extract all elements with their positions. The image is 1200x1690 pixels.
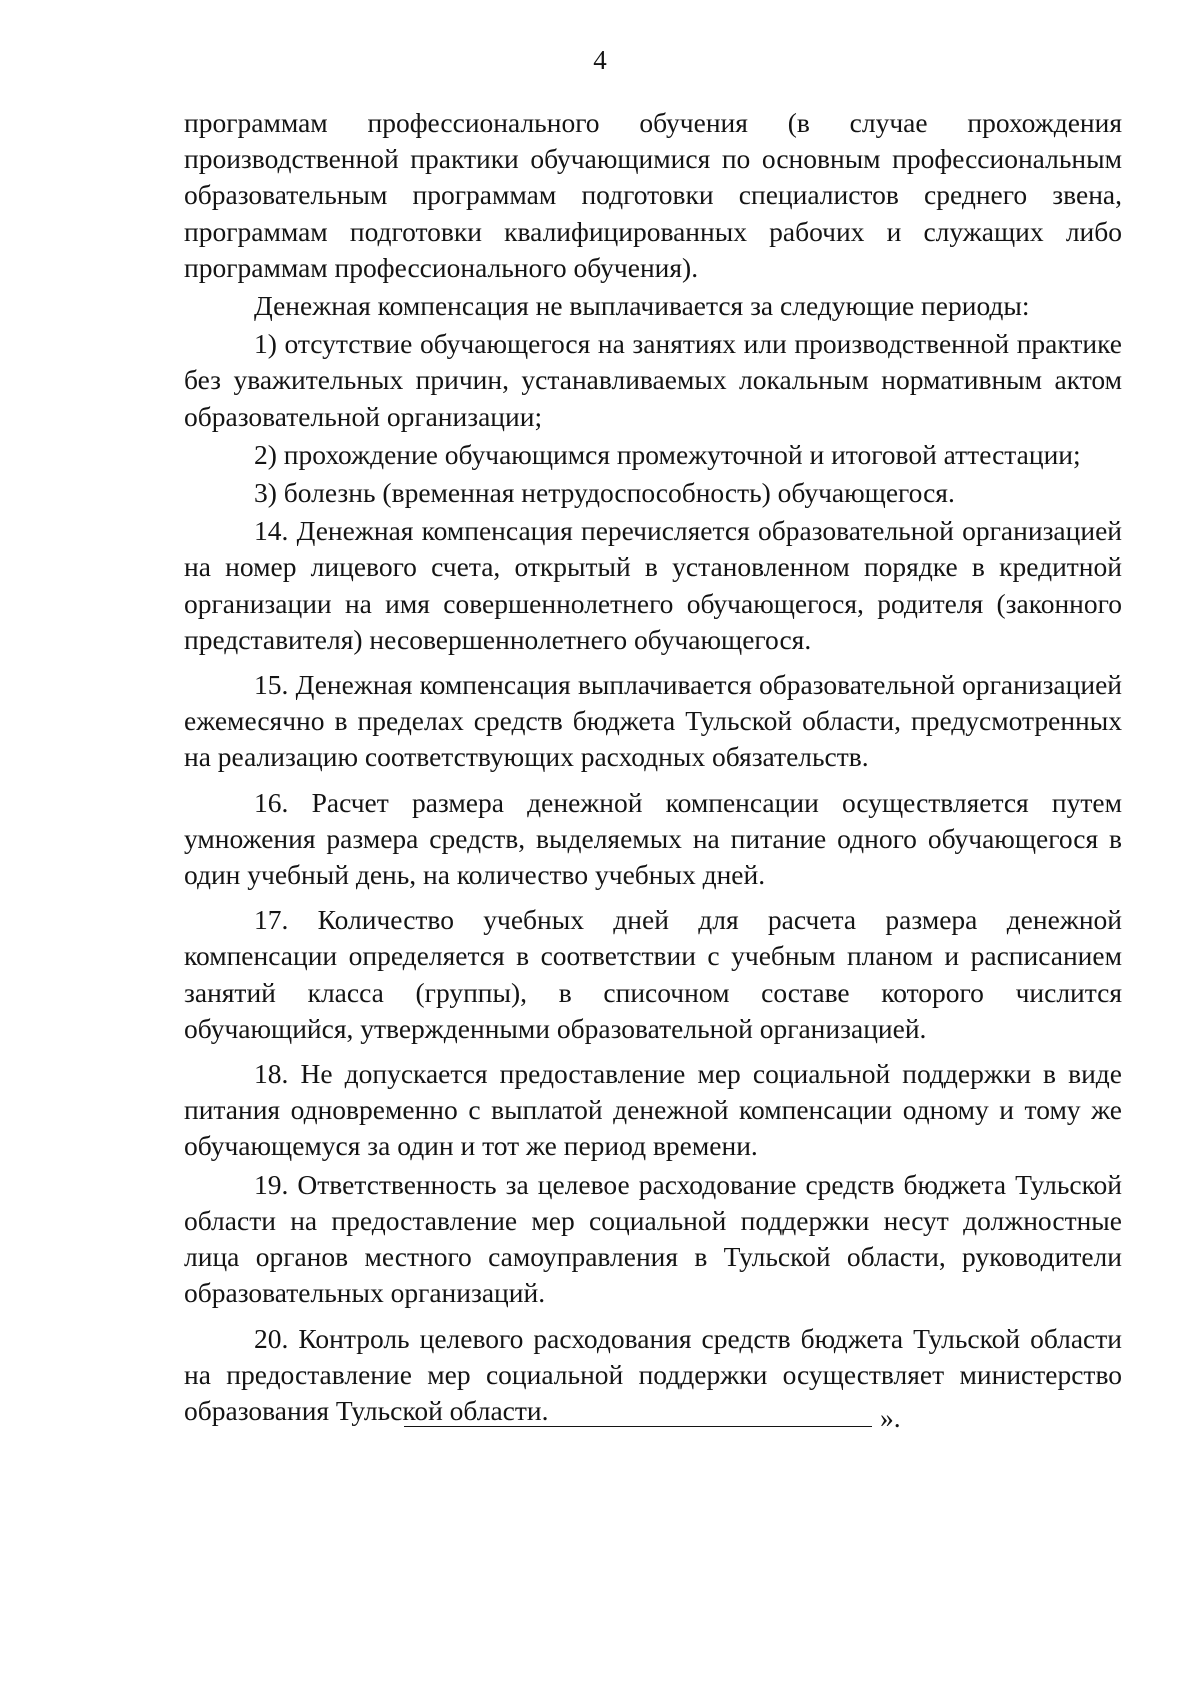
paragraph-continuation: программам профессионального обучения (в случае прохождения производственной практики обучающимися по основным профессиональным образовательным программам подготовки специалистов среднего звена, программам подготовки квалифицированных рабочих и служащих либо программам профессионального обучения). — [184, 107, 1122, 283]
paragraph-non-payment-periods: Денежная компенсация не выплачивается за следующие периоды: — [254, 290, 1030, 322]
closing-block — [404, 1396, 924, 1436]
clause-19: 19. Ответственность за целевое расходование средств бюджета Тульской области на предоставление мер социальной поддержки несут должностные лица органов местного самоуправления в Тульской области, руководители образовательных организаций. — [184, 1168, 1122, 1309]
clause-18: 18. Не допускается предоставление мер социальной поддержки в виде питания одновременно с выплатой денежной компенсации одному и тому же обучающемуся за один и тот же период времени. — [184, 1058, 1122, 1162]
clause-16: 16. Расчет размера денежной компенсации осуществляется путем умножения размера средств, выделяемых на питание одного обучающегося в один учебный день, на количество учебных дней. — [184, 786, 1122, 891]
list-item-1: 1) отсутствие обучающегося на занятиях или производственной практике без уважительных причин, устанавливаемых локальным нормативным актом образовательной организации; — [184, 328, 1122, 432]
document-body — [184, 105, 1122, 1429]
list-item-3: 3) болезнь (временная нетрудоспособность) обучающегося. — [254, 477, 955, 509]
clause-20: 20. Контроль целевого расходования средств бюджета Тульской области на предоставление мер социальной поддержки осуществляет министерство образования Тульской области. — [184, 1322, 1122, 1426]
closing-quote-mark: ». — [880, 1402, 901, 1433]
list-item-2: 2) прохождение обучающимся промежуточной и итоговой аттестации; — [254, 438, 1081, 470]
clause-17: 17. Количество учебных дней для расчета размера денежной компенсации определяется в соответствии с учебным планом и расписанием занятий класса (группы), в списочном составе которого числится обучающийся, утвержденными образовательной организацией. — [184, 904, 1122, 1044]
closing-rule — [404, 1426, 872, 1427]
page-number: 4 — [593, 45, 607, 75]
clause-15: 15. Денежная компенсация выплачивается образовательной организацией ежемесячно в пределах средств бюджета Тульской области, предусмотренных на реализацию соответствующих расходных обязательств. — [184, 669, 1122, 773]
clause-14: 14. Денежная компенсация перечисляется образовательной организацией на номер лицевого счета, открытый в установленном порядке в кредитной организации на имя совершеннолетнего обучающегося, родителя (законного представителя) несовершеннолетнего обучающегося. — [184, 515, 1122, 655]
